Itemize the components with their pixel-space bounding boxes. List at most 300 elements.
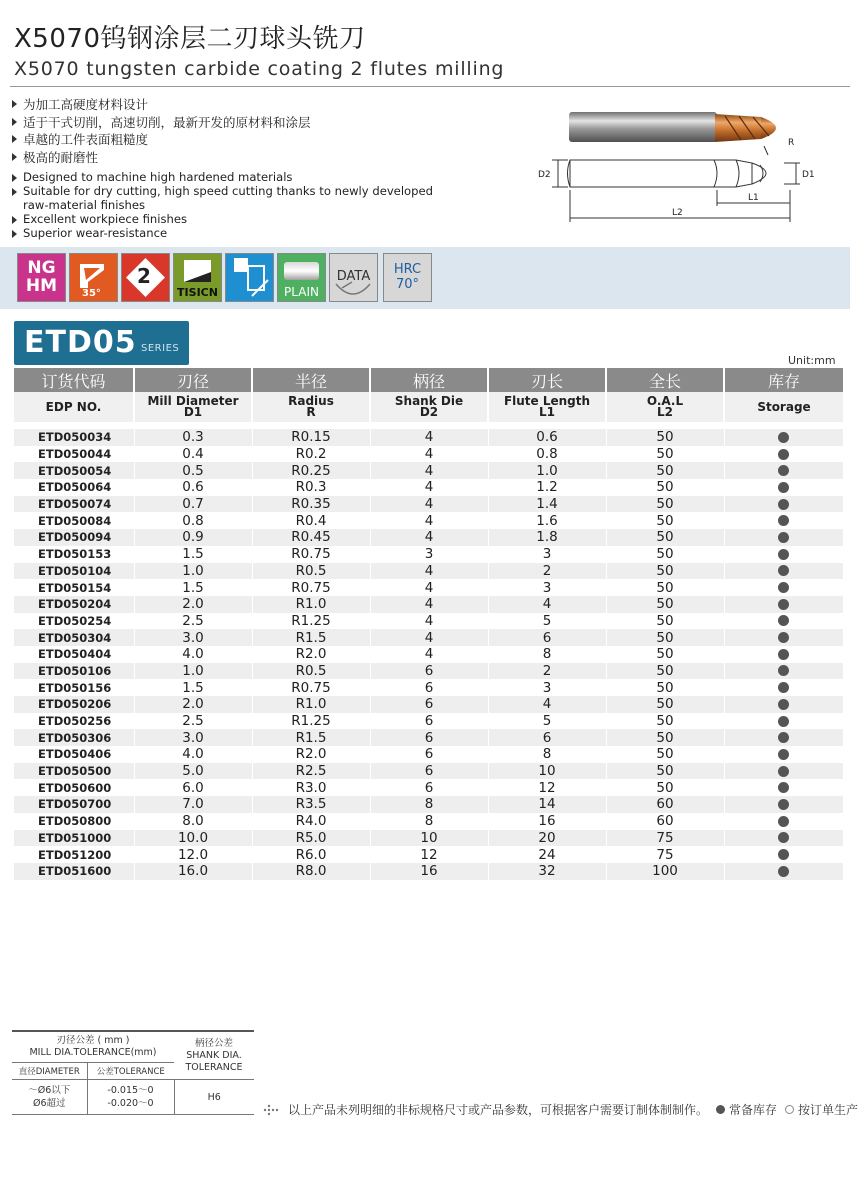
table-cell: 5 xyxy=(488,613,606,630)
in-stock-dot-icon xyxy=(778,632,789,643)
table-cell: 0.9 xyxy=(134,529,252,546)
table-cell: 5 xyxy=(488,713,606,730)
in-stock-dot-icon xyxy=(778,849,789,860)
table-row xyxy=(14,863,843,880)
table-row xyxy=(14,479,843,496)
table-cell: 1.2 xyxy=(488,479,606,496)
storage-cell xyxy=(724,496,843,513)
features-en-list xyxy=(12,170,433,240)
table-cell: R1.5 xyxy=(252,629,370,646)
table-cell: 2.5 xyxy=(134,713,252,730)
table-row xyxy=(14,462,843,479)
feature-en-item: Excellent workpiece finishes xyxy=(12,212,433,226)
tolerance-value-cell: -0.015～0 -0.020～0 xyxy=(87,1080,174,1115)
storage-cell xyxy=(724,446,843,463)
bullet-arrow-icon xyxy=(12,135,17,143)
table-cell: 3 xyxy=(488,579,606,596)
header-cn-cell: 刃径 xyxy=(134,368,252,392)
table-cell: 1.6 xyxy=(488,512,606,529)
in-stock-dot-icon xyxy=(778,549,789,560)
table-cell: 2.0 xyxy=(134,596,252,613)
header-en-cell: EDP NO. xyxy=(14,392,134,422)
table-cell: R0.25 xyxy=(252,462,370,479)
table-cell: 3 xyxy=(488,679,606,696)
table-cell: R0.45 xyxy=(252,529,370,546)
in-stock-dot-icon xyxy=(778,582,789,593)
table-cell: 0.6 xyxy=(134,479,252,496)
in-stock-dot-icon xyxy=(778,532,789,543)
feature-cn-item: 为加工高硬度材料设计 xyxy=(12,96,311,114)
header-cn-cell: 刃长 xyxy=(488,368,606,392)
table-cell: 50 xyxy=(606,479,724,496)
table-row xyxy=(14,846,843,863)
table-cell: ETD050153 xyxy=(38,547,112,562)
table-cell: 24 xyxy=(488,846,606,863)
table-cell: 3 xyxy=(488,546,606,563)
table-cell: 4 xyxy=(370,629,488,646)
table-cell: 1.5 xyxy=(134,679,252,696)
header-cn-cell: 柄径 xyxy=(370,368,488,392)
label-d2: D2 xyxy=(538,170,551,180)
table-row xyxy=(14,663,843,680)
table-cell: 20 xyxy=(488,830,606,847)
table-cell: ETD050306 xyxy=(14,729,134,746)
bullet-arrow-icon xyxy=(12,216,17,224)
table-cell: 50 xyxy=(606,646,724,663)
table-cell: R0.4 xyxy=(252,512,370,529)
table-cell: R4.0 xyxy=(252,813,370,830)
table-cell: 50 xyxy=(606,746,724,763)
table-cell: R2.5 xyxy=(252,763,370,780)
table-row xyxy=(14,713,843,730)
table-cell: 32 xyxy=(488,863,606,880)
in-stock-dot-icon xyxy=(778,732,789,743)
storage-cell xyxy=(724,813,843,830)
storage-cell xyxy=(724,529,843,546)
table-cell: 0.7 xyxy=(134,496,252,513)
table-cell: 50 xyxy=(606,496,724,513)
storage-cell xyxy=(724,629,843,646)
table-cell: ETD050154 xyxy=(38,580,112,595)
storage-cell xyxy=(724,796,843,813)
table-row xyxy=(14,696,843,713)
table-cell: 4 xyxy=(370,613,488,630)
table-cell: 0.5 xyxy=(134,462,252,479)
in-stock-dot-icon xyxy=(778,749,789,760)
header-gap xyxy=(14,422,843,429)
table-cell: 50 xyxy=(606,462,724,479)
table-cell: 4 xyxy=(370,462,488,479)
table-cell: 1.0 xyxy=(134,663,252,680)
table-cell: 8 xyxy=(370,796,488,813)
table-cell: 4.0 xyxy=(134,646,252,663)
table-row xyxy=(14,830,843,847)
bullet-arrow-icon xyxy=(12,118,17,126)
unit-label: Unit:mm xyxy=(788,354,836,367)
table-cell: 10.0 xyxy=(134,830,252,847)
mill-dia-tolerance-header: 刃径公差 ( mm ) MILL DIA.TOLERANCE(mm) xyxy=(12,1031,174,1063)
table-row xyxy=(14,796,843,813)
table-row xyxy=(14,763,843,780)
table-cell: ETD050204 xyxy=(14,596,134,613)
table-cell: 16 xyxy=(488,813,606,830)
table-cell: 50 xyxy=(606,546,724,563)
header-cn-cell: 半径 xyxy=(252,368,370,392)
table-row xyxy=(14,563,843,580)
page-title-en: X5070 tungsten carbide coating 2 flutes milling xyxy=(14,58,505,80)
table-cell: 50 xyxy=(606,763,724,780)
bullet-arrow-icon xyxy=(12,100,17,108)
tolerance-value-row xyxy=(12,1080,254,1115)
data-icon: DATA xyxy=(329,253,378,302)
table-cell: 75 xyxy=(606,830,724,847)
table-cell: ETD051200 xyxy=(38,847,112,862)
storage-cell xyxy=(724,646,843,663)
table-cell: R0.5 xyxy=(252,663,370,680)
table-cell: ETD050600 xyxy=(38,780,112,795)
table-cell: ETD050094 xyxy=(14,529,134,546)
table-cell: 50 xyxy=(606,729,724,746)
table-row xyxy=(14,446,843,463)
table-cell: 50 xyxy=(606,429,724,446)
storage-cell xyxy=(724,679,843,696)
table-cell: 50 xyxy=(606,512,724,529)
table-cell: 50 xyxy=(606,529,724,546)
storage-cell xyxy=(724,863,843,880)
table-cell: R0.75 xyxy=(252,579,370,596)
table-cell: 4 xyxy=(488,696,606,713)
table-row xyxy=(14,629,843,646)
table-cell: 4 xyxy=(370,596,488,613)
storage-cell xyxy=(724,512,843,529)
in-stock-dot-icon xyxy=(778,699,789,710)
table-row xyxy=(14,646,843,663)
table-cell: 12 xyxy=(370,846,488,863)
label-l1: L1 xyxy=(748,193,759,203)
bullet-arrow-icon xyxy=(12,153,17,161)
table-cell: R0.75 xyxy=(252,546,370,563)
table-cell: 4 xyxy=(370,512,488,529)
ball-nose-geometry-icon xyxy=(225,253,274,302)
table-cell: 6 xyxy=(370,696,488,713)
table-cell: ETD050800 xyxy=(38,814,112,829)
table-cell: 50 xyxy=(606,563,724,580)
in-stock-dot-icon xyxy=(778,482,789,493)
table-cell: 50 xyxy=(606,629,724,646)
storage-cell xyxy=(724,729,843,746)
table-cell: ETD050700 xyxy=(14,796,134,813)
in-stock-dot-icon xyxy=(778,782,789,793)
header-row-en xyxy=(14,392,843,422)
storage-cell xyxy=(724,746,843,763)
table-cell: 1.0 xyxy=(488,462,606,479)
tolerance-header-row xyxy=(12,1031,254,1063)
table-cell: ETD050500 xyxy=(14,763,134,780)
table-row xyxy=(14,496,843,513)
storage-cell xyxy=(724,462,843,479)
table-cell: R6.0 xyxy=(252,846,370,863)
storage-cell xyxy=(724,663,843,680)
table-cell: 16 xyxy=(370,863,488,880)
table-cell: 16.0 xyxy=(134,863,252,880)
storage-cell xyxy=(724,696,843,713)
table-cell: 0.8 xyxy=(488,446,606,463)
table-row xyxy=(14,429,843,446)
table-cell: 4 xyxy=(370,429,488,446)
table-cell: ETD050064 xyxy=(38,480,112,495)
table-cell: R1.25 xyxy=(252,613,370,630)
table-cell: 60 xyxy=(606,813,724,830)
feature-en-item: Designed to machine high hardened materials xyxy=(12,170,433,184)
in-stock-dot-icon xyxy=(778,499,789,510)
in-stock-dot-icon xyxy=(778,432,789,443)
plain-shank-icon: PLAIN xyxy=(277,253,326,302)
table-cell: 8 xyxy=(488,646,606,663)
table-cell: ETD050206 xyxy=(14,696,134,713)
in-stock-dot-icon xyxy=(778,716,789,727)
table-cell: R2.0 xyxy=(252,746,370,763)
table-cell: 1.0 xyxy=(134,563,252,580)
table-cell: 1.5 xyxy=(134,579,252,596)
table-cell: 50 xyxy=(606,613,724,630)
header-cn-cell: 库存 xyxy=(724,368,843,392)
hrc-70-icon: HRC 70° xyxy=(383,253,432,302)
in-stock-dot-icon xyxy=(778,599,789,610)
table-cell: 6 xyxy=(370,663,488,680)
table-cell: 12 xyxy=(488,779,606,796)
table-cell: 50 xyxy=(606,663,724,680)
storage-cell xyxy=(724,563,843,580)
header-row-cn xyxy=(14,368,843,392)
table-cell: 4 xyxy=(370,579,488,596)
tolerance-table xyxy=(12,1030,254,1115)
in-stock-dot-icon xyxy=(778,515,789,526)
table-cell: R5.0 xyxy=(252,830,370,847)
diameter-range-cell: ～Ø6以下 Ø6超过 xyxy=(12,1080,87,1115)
two-flutes-icon: 2 xyxy=(121,253,170,302)
table-row xyxy=(14,546,843,563)
storage-cell xyxy=(724,429,843,446)
table-cell: 4 xyxy=(370,563,488,580)
table-cell: 75 xyxy=(606,846,724,863)
table-row xyxy=(14,779,843,796)
storage-cell xyxy=(724,613,843,630)
table-cell: 3 xyxy=(370,546,488,563)
header-en-cell: Radius R xyxy=(252,392,370,422)
page-title-cn: X5070钨钢涂层二刃球头铣刀 xyxy=(14,24,366,54)
title-divider xyxy=(10,86,850,87)
table-cell: ETD050256 xyxy=(38,714,112,729)
table-cell: 50 xyxy=(606,596,724,613)
table-cell: R0.35 xyxy=(252,496,370,513)
table-cell: 6.0 xyxy=(134,779,252,796)
table-cell: ETD050304 xyxy=(14,629,134,646)
spec-table xyxy=(14,368,843,880)
table-cell: 0.8 xyxy=(134,512,252,529)
shank-tolerance-cell: H6 xyxy=(174,1080,254,1115)
feature-en-continuation: raw-material finishes xyxy=(23,198,146,212)
label-r: R xyxy=(788,138,795,148)
footnote-text: 以上产品未列明细的非标规格尺寸或产品参数，可根据客户需要订制体制制作。 xyxy=(288,1103,709,1117)
table-row xyxy=(14,679,843,696)
table-cell: ETD051600 xyxy=(14,863,134,880)
ng-hm-material-icon: NG HM xyxy=(17,253,66,302)
table-cell: 50 xyxy=(606,679,724,696)
footnote xyxy=(262,1101,858,1118)
table-cell: R8.0 xyxy=(252,863,370,880)
table-cell: 8 xyxy=(488,746,606,763)
storage-cell xyxy=(724,846,843,863)
helix-35-icon: 35° xyxy=(69,253,118,302)
table-cell: ETD050054 xyxy=(14,462,134,479)
table-row xyxy=(14,529,843,546)
label-l2: L2 xyxy=(672,208,683,218)
feature-cn-item: 极高的耐磨性 xyxy=(12,149,311,167)
table-cell: 50 xyxy=(606,446,724,463)
feature-en-item: Superior wear-resistance xyxy=(12,226,433,240)
order-legend-label: 按订单生产 xyxy=(798,1103,859,1117)
label-d1: D1 xyxy=(802,170,815,180)
header-en-cell: Shank Die D2 xyxy=(370,392,488,422)
table-cell: ETD051000 xyxy=(14,830,134,847)
tisicn-coating-icon: TISICN xyxy=(173,253,222,302)
table-cell: R3.5 xyxy=(252,796,370,813)
table-row xyxy=(14,579,843,596)
table-row xyxy=(14,813,843,830)
header-cn-cell: 订货代码 xyxy=(14,368,134,392)
storage-cell xyxy=(724,579,843,596)
table-cell: 6 xyxy=(488,729,606,746)
table-cell: R1.5 xyxy=(252,729,370,746)
feature-en-item: Suitable for dry cutting, high speed cutting thanks to newly developed xyxy=(12,184,433,198)
table-cell: 50 xyxy=(606,779,724,796)
in-stock-dot-icon xyxy=(778,682,789,693)
storage-cell xyxy=(724,713,843,730)
table-cell: 3.0 xyxy=(134,729,252,746)
in-stock-dot-icon xyxy=(778,766,789,777)
series-code: ETD05 xyxy=(24,325,137,360)
table-cell: 6 xyxy=(370,679,488,696)
in-stock-dot-icon xyxy=(778,449,789,460)
table-cell: 3.0 xyxy=(134,629,252,646)
table-cell: ETD050074 xyxy=(14,496,134,513)
in-stock-dot-icon xyxy=(778,615,789,626)
table-cell: 2.5 xyxy=(134,613,252,630)
table-cell: 8 xyxy=(370,813,488,830)
header-cn-cell: 全长 xyxy=(606,368,724,392)
storage-cell xyxy=(724,763,843,780)
table-cell: ETD050406 xyxy=(38,747,112,762)
table-cell: 8.0 xyxy=(134,813,252,830)
header-en-cell: Storage xyxy=(724,392,843,422)
table-row xyxy=(14,729,843,746)
in-stock-dot-icon xyxy=(778,465,789,476)
table-cell: 1.5 xyxy=(134,546,252,563)
in-stock-dot-icon xyxy=(778,649,789,660)
header-en-cell: O.A.L L2 xyxy=(606,392,724,422)
ball-nose-icon xyxy=(226,254,273,301)
table-cell: R2.0 xyxy=(252,646,370,663)
storage-cell xyxy=(724,479,843,496)
table-cell: 0.4 xyxy=(134,446,252,463)
table-cell: 4.0 xyxy=(134,746,252,763)
table-cell: ETD050254 xyxy=(38,613,112,628)
header-en-cell: Flute Length L1 xyxy=(488,392,606,422)
table-row xyxy=(14,596,843,613)
table-cell: 4 xyxy=(370,446,488,463)
in-stock-dot-icon xyxy=(778,799,789,810)
table-cell: 6 xyxy=(370,779,488,796)
table-cell: 4 xyxy=(370,646,488,663)
table-row xyxy=(14,746,843,763)
table-cell: 12.0 xyxy=(134,846,252,863)
table-cell: 50 xyxy=(606,579,724,596)
storage-cell xyxy=(724,830,843,847)
table-cell: R1.0 xyxy=(252,596,370,613)
table-cell: 50 xyxy=(606,713,724,730)
table-cell: 0.3 xyxy=(134,429,252,446)
in-stock-dot-icon xyxy=(778,832,789,843)
series-label: SERIES xyxy=(141,343,180,354)
in-stock-dot-icon xyxy=(778,866,789,877)
table-cell: 6 xyxy=(488,629,606,646)
coating-layer-icon xyxy=(174,254,221,288)
table-cell: ETD050034 xyxy=(14,429,134,446)
order-legend-icon xyxy=(785,1105,794,1114)
table-cell: 4 xyxy=(370,479,488,496)
shank-cylinder-icon xyxy=(284,262,319,280)
table-cell: 10 xyxy=(488,763,606,780)
table-cell: 6 xyxy=(370,763,488,780)
table-cell: R0.3 xyxy=(252,479,370,496)
diameter-subheader: 直径DIAMETER xyxy=(12,1063,87,1080)
table-cell: 6 xyxy=(370,729,488,746)
table-cell: R0.15 xyxy=(252,429,370,446)
table-cell: 2 xyxy=(488,563,606,580)
table-row xyxy=(14,512,843,529)
dotted-diamond-icon xyxy=(262,1103,280,1117)
storage-cell xyxy=(724,546,843,563)
table-cell: R0.75 xyxy=(252,679,370,696)
table-cell: 100 xyxy=(606,863,724,880)
table-cell: 2 xyxy=(488,663,606,680)
stock-legend-label: 常备库存 xyxy=(729,1103,778,1117)
end-mill-diagram xyxy=(536,136,826,228)
in-stock-dot-icon xyxy=(778,816,789,827)
table-row xyxy=(14,613,843,630)
stock-legend-icon xyxy=(716,1105,725,1114)
storage-cell xyxy=(724,596,843,613)
bullet-arrow-icon xyxy=(12,174,17,182)
table-cell: ETD050044 xyxy=(38,447,112,462)
table-cell: 4 xyxy=(370,496,488,513)
features-cn-list xyxy=(12,96,311,166)
table-cell: R1.25 xyxy=(252,713,370,730)
table-cell: 50 xyxy=(606,696,724,713)
feature-cn-item: 卓越的工件表面粗糙度 xyxy=(12,131,311,149)
table-cell: ETD050084 xyxy=(38,513,112,528)
table-cell: ETD050156 xyxy=(38,680,112,695)
tolerance-subheader: 公差TOLERANCE xyxy=(87,1063,174,1080)
in-stock-dot-icon xyxy=(778,565,789,576)
table-cell: 10 xyxy=(370,830,488,847)
table-cell: R0.5 xyxy=(252,563,370,580)
table-cell: 6 xyxy=(370,746,488,763)
shank-dia-tolerance-header: 柄径公差 SHANK DIA. TOLERANCE xyxy=(174,1031,254,1080)
table-cell: 0.6 xyxy=(488,429,606,446)
bullet-arrow-icon xyxy=(12,188,17,196)
table-cell: 5.0 xyxy=(134,763,252,780)
